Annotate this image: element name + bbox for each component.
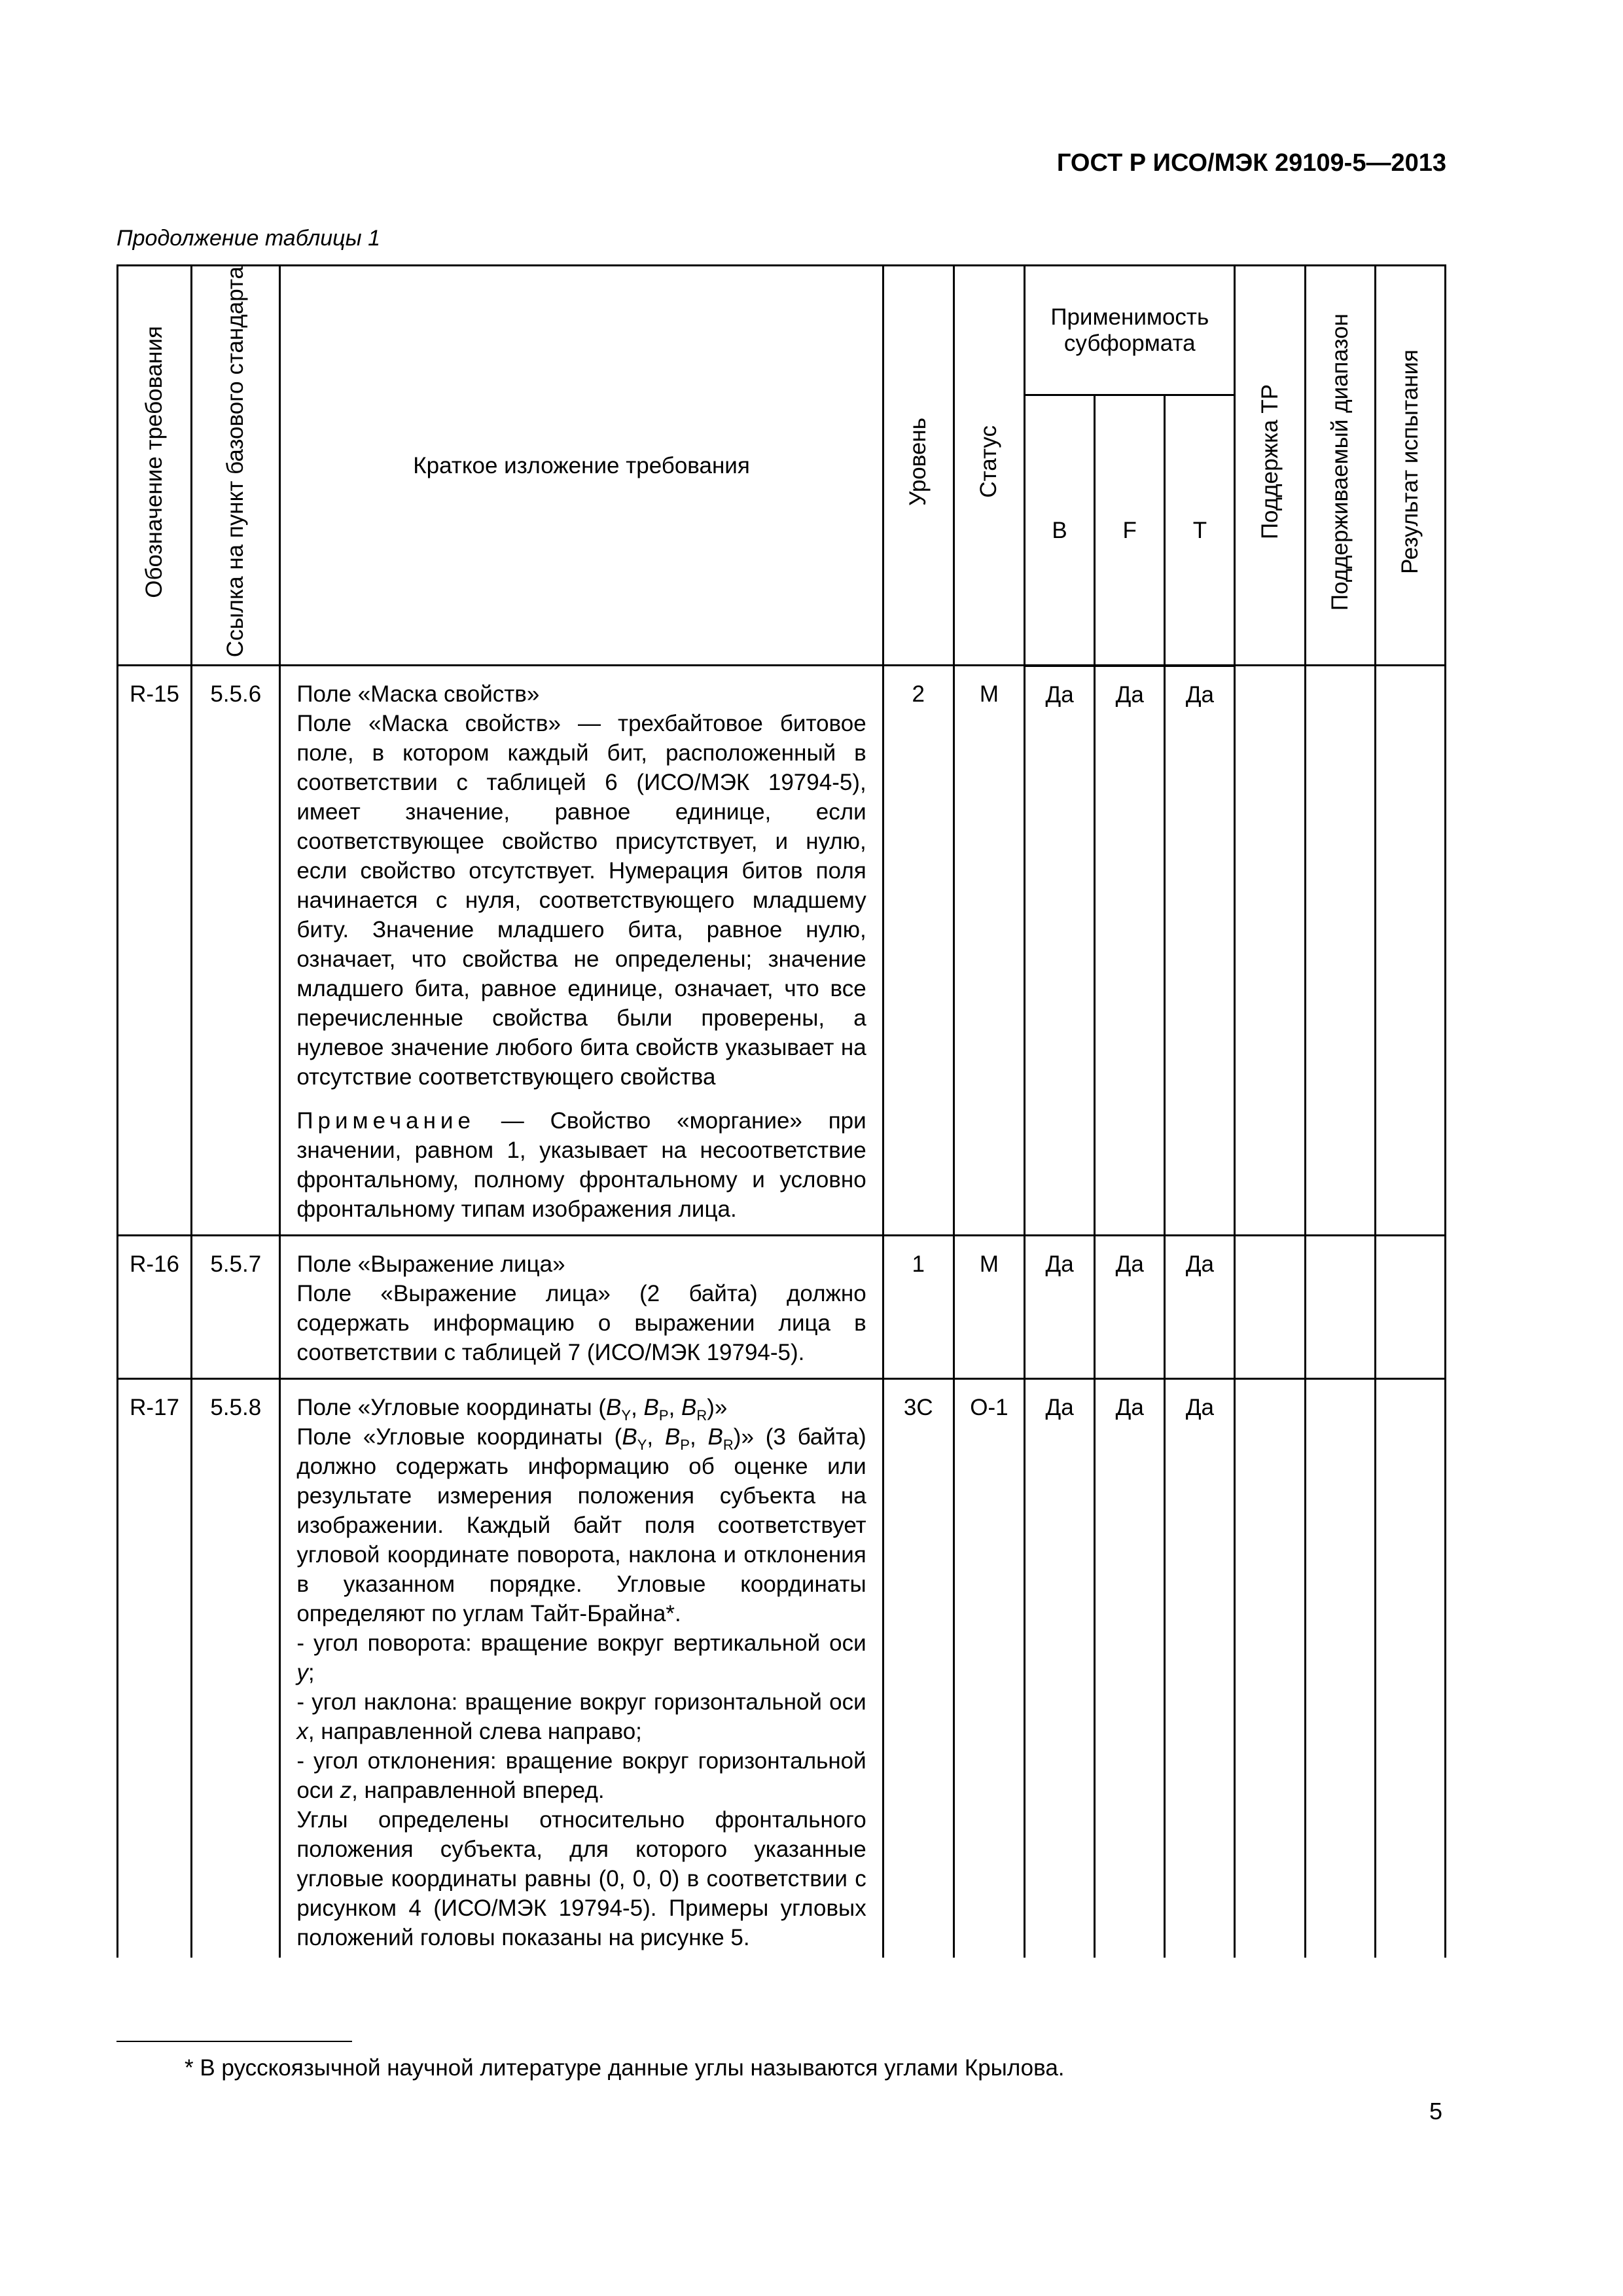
col-header-sub-t: T bbox=[1165, 395, 1235, 666]
footnote-divider bbox=[116, 2041, 352, 2042]
row-summary bbox=[280, 1379, 883, 1958]
row-reference: 5.5.7 bbox=[192, 1236, 280, 1379]
col-header-level: Уровень bbox=[883, 266, 954, 666]
row-summary bbox=[280, 666, 883, 1236]
row-status: M bbox=[954, 666, 1024, 1236]
table-row bbox=[118, 1236, 1446, 1379]
col-header-test-result: Результат испытания bbox=[1375, 266, 1445, 666]
row-note bbox=[296, 1106, 866, 1224]
row-sub-t: Да bbox=[1165, 1236, 1235, 1379]
row-bullet: - угол отклонения: вращение вокруг горизонтальной оси z, направленной вперед. bbox=[296, 1748, 866, 1804]
col-header-sub-b: B bbox=[1025, 395, 1095, 666]
row-title: Поле «Маска свойств» bbox=[296, 681, 540, 708]
row-level: 1 bbox=[883, 1236, 954, 1379]
row-test-result bbox=[1375, 1236, 1445, 1379]
row-tp-support bbox=[1235, 1379, 1305, 1958]
requirements-table bbox=[116, 264, 1446, 1958]
row-sub-f: Да bbox=[1095, 1236, 1165, 1379]
row-supported-range bbox=[1305, 1236, 1375, 1379]
row-text: Поле «Маска свойств» — трехбайтовое битовое поле, в котором каждый бит, расположенный в соответствии с таблицей 6 (ИСО/МЭК 19794-5), имеет значение, равное единице, если соответствующее свойство присутствует, и нулю, если свойство отсутствует. Нумерация битов поля начинается с нуля, соответствующего младшему биту. Значение младшего бита, равное нулю, означает, что свойства не определены; значение младшего бита, равное единице, означает, что все перечисленные свойства были проверены, а нулевое значение любого бита свойств указывает на отсутствие соответствующего свойства bbox=[296, 711, 866, 1090]
page-number: 5 bbox=[1429, 2098, 1443, 2125]
row-designation: R-16 bbox=[118, 1236, 192, 1379]
row-designation: R-15 bbox=[118, 666, 192, 1236]
note-label: Примечание bbox=[296, 1108, 475, 1134]
row-test-result bbox=[1375, 666, 1445, 1236]
note-text: — Свойство «моргание» при значении, равном 1, указывает на несоответствие фронтальному, полному фронтальному и условно фронтальному типам изображения лица. bbox=[296, 1108, 866, 1223]
col-header-reference: Ссылка на пункт базового стандарта bbox=[192, 266, 280, 666]
row-sub-b: Да bbox=[1025, 1236, 1095, 1379]
row-sub-b: Да bbox=[1025, 1379, 1095, 1958]
col-header-applicability: Применимость субформата bbox=[1025, 266, 1235, 395]
table-row bbox=[118, 1379, 1446, 1958]
col-header-sub-f: F bbox=[1095, 395, 1165, 666]
row-designation: R-17 bbox=[118, 1379, 192, 1958]
row-status: M bbox=[954, 1236, 1024, 1379]
row-summary bbox=[280, 1236, 883, 1379]
row-level: 3C bbox=[883, 1379, 954, 1958]
row-tp-support bbox=[1235, 1236, 1305, 1379]
row-text-tail: Углы определены относительно фронтального положения субъекта, для которого указанные угловые координаты равны (0, 0, 0) в соответствии с рисунком 4 (ИСО/МЭК 19794-5). Примеры угловых положений головы показаны на рисунке 5. bbox=[296, 1807, 866, 1951]
row-supported-range bbox=[1305, 666, 1375, 1236]
col-header-status: Статус bbox=[954, 266, 1024, 666]
row-sub-f: Да bbox=[1095, 1379, 1165, 1958]
row-tp-support bbox=[1235, 666, 1305, 1236]
col-header-designation: Обозначение требования bbox=[118, 266, 192, 666]
row-status: O-1 bbox=[954, 1379, 1024, 1958]
col-header-tp-support: Поддержка ТР bbox=[1235, 266, 1305, 666]
row-text: Поле «Выражение лица» (2 байта) должно содержать информацию о выражении лица в соответствии с таблицей 7 (ИСО/МЭК 19794-5). bbox=[296, 1281, 866, 1366]
col-header-supported-range: Поддерживаемый диапазон bbox=[1305, 266, 1375, 666]
row-title: Поле «Выражение лица» bbox=[296, 1251, 565, 1278]
row-supported-range bbox=[1305, 1379, 1375, 1958]
table-caption: Продолжение таблицы 1 bbox=[116, 226, 380, 251]
row-text: Поле «Угловые координаты ($B_Y$, $B_P$, $B_R$)» (3 байта) должно содержать информацию об оценке или результате измерения положения субъекта на изображении. Каждый байт поля соответствует угловой координате поворота, наклона и отклонения в указанном порядке. Угловые координаты определяют по углам Тайт-Брайна*. bbox=[296, 1424, 866, 1627]
row-test-result bbox=[1375, 1379, 1445, 1958]
row-sub-f: Да bbox=[1095, 666, 1165, 1236]
row-level: 2 bbox=[883, 666, 954, 1236]
col-header-summary: Краткое изложение требования bbox=[280, 266, 883, 666]
row-sub-b: Да bbox=[1025, 666, 1095, 1236]
footnote: * В русскоязычной научной литературе данные углы называются углами Крылова. bbox=[185, 2055, 1065, 2081]
row-bullet: - угол наклона: вращение вокруг горизонтальной оси x, направленной слева направо; bbox=[296, 1689, 866, 1745]
row-title: Поле «Угловые координаты ($B_Y$, $B_P$, $B_R$)» bbox=[296, 1395, 728, 1424]
standard-title: ГОСТ Р ИСО/МЭК 29109-5—2013 bbox=[1056, 149, 1446, 177]
row-reference: 5.5.8 bbox=[192, 1379, 280, 1958]
table-row bbox=[118, 666, 1446, 1236]
row-bullet: - угол поворота: вращение вокруг вертикальной оси y; bbox=[296, 1630, 866, 1686]
row-reference: 5.5.6 bbox=[192, 666, 280, 1236]
row-sub-t: Да bbox=[1165, 1379, 1235, 1958]
row-sub-t: Да bbox=[1165, 666, 1235, 1236]
